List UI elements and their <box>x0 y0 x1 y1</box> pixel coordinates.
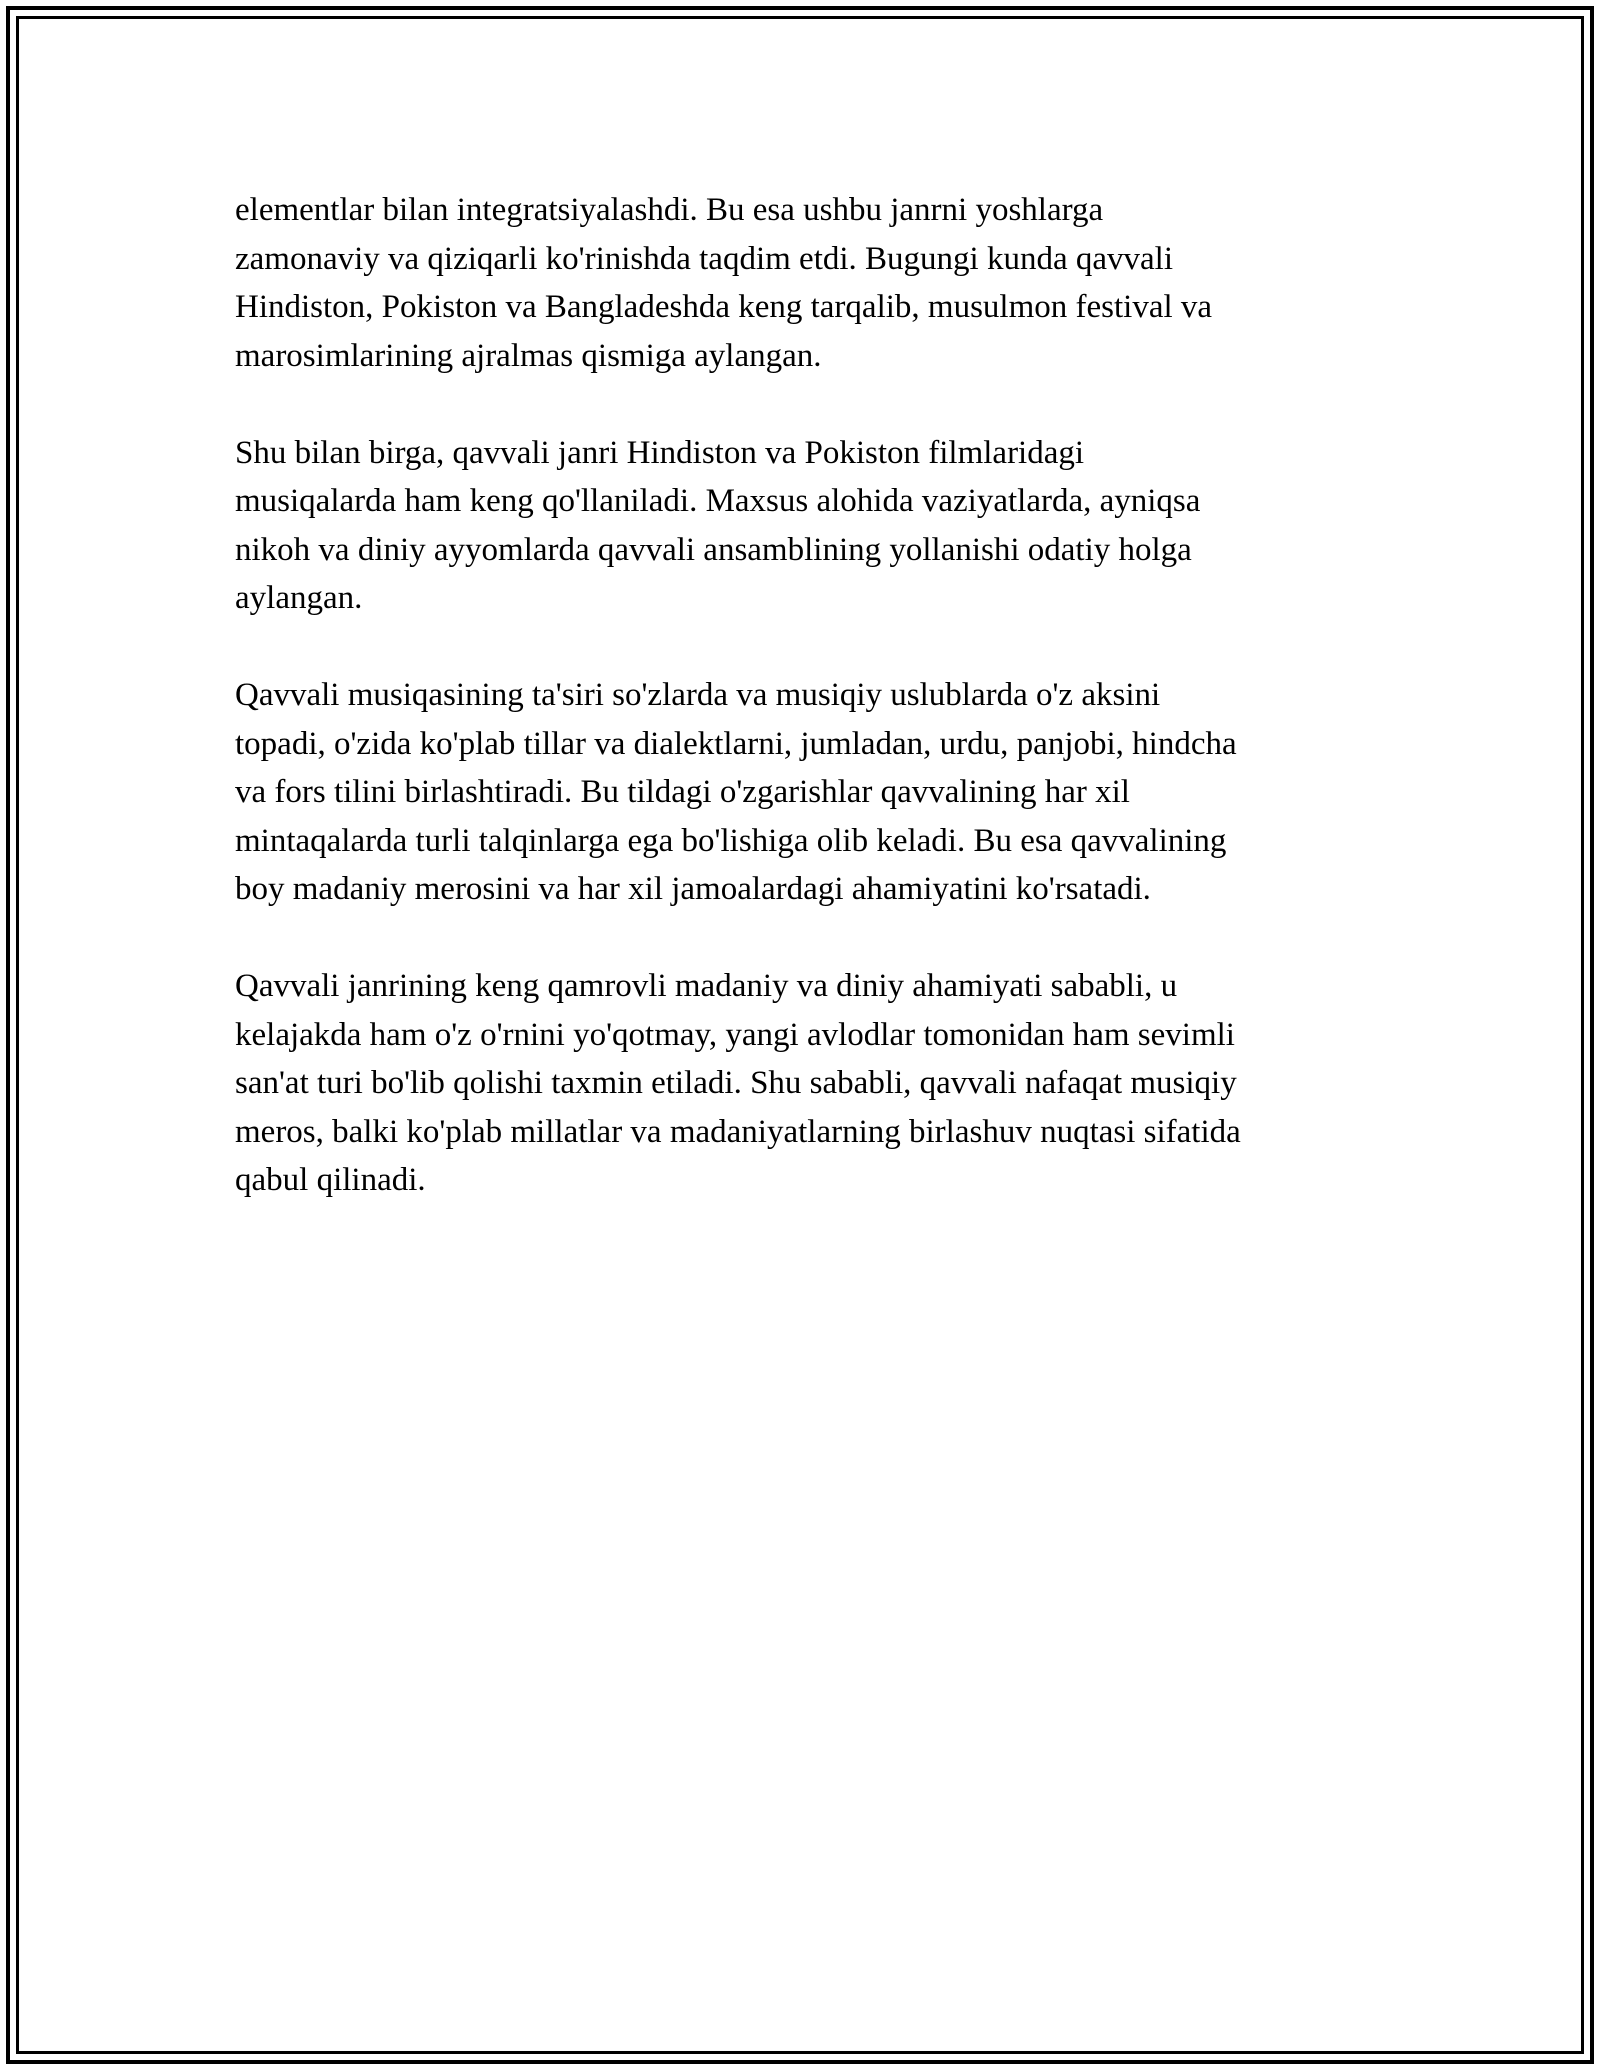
paragraph-2 <box>235 429 1365 623</box>
text-line: kelajakda ham o'z o'rnini yo'qotmay, yangi avlodlar tomonidan ham sevimli <box>235 1016 1235 1053</box>
text-line: Qavvali musiqasining ta'siri so'zlarda va musiqiy uslublarda o'z aksini <box>235 677 1161 713</box>
paragraph-4 <box>235 962 1365 1205</box>
text-line: elementlar bilan integratsiyalashdi. Bu esa ushbu janrni yoshlarga <box>235 192 1104 228</box>
text-line: san'at turi bo'lib qolishi taxmin etiladi. Shu sababli, qavvali nafaqat musiqiy <box>235 1065 1237 1101</box>
text-line: zamonaviy va qiziqarli ko'rinishda taqdim etdi. Bugungi kunda qavvali <box>235 240 1173 277</box>
text-line: Qavvali janrining keng qamrovli madaniy va diniy ahamiyati sababli, u <box>235 968 1178 1004</box>
paragraph-1 <box>235 186 1365 380</box>
text-line: aylangan. <box>235 580 363 616</box>
document-body <box>235 186 1365 1253</box>
text-line: mintaqalarda turli talqinlarga ega bo'lishiga olib keladi. Bu esa qavvalining <box>235 822 1227 859</box>
text-line: qabul qilinadi. <box>235 1162 426 1198</box>
text-line: marosimlarining ajralmas qismiga aylangan. <box>235 337 822 374</box>
text-line: topadi, o'zida ko'plab tillar va dialektlarni, jumladan, urdu, panjobi, hindcha <box>235 725 1237 762</box>
text-line: boy madaniy merosini va har xil jamoalardagi ahamiyatini ko'rsatadi. <box>235 871 1151 907</box>
text-line: nikoh va diniy ayyomlarda qavvali ansamblining yollanishi odatiy holga <box>235 531 1192 568</box>
text-line: meros, balki ko'plab millatlar va madaniyatlarning birlashuv nuqtasi sifatida <box>235 1113 1241 1150</box>
text-line: Shu bilan birga, qavvali janri Hindiston va Pokiston filmlaridagi <box>235 434 1085 471</box>
text-line: Hindiston, Pokiston va Bangladeshda keng tarqalib, musulmon festival va <box>235 289 1213 325</box>
paragraph-3 <box>235 671 1365 914</box>
text-line: musiqalarda ham keng qo'llaniladi. Maxsus alohida vaziyatlarda, ayniqsa <box>235 483 1201 519</box>
text-line: va fors tilini birlashtiradi. Bu tildagi o'zgarishlar qavvalining har xil <box>235 774 1130 810</box>
